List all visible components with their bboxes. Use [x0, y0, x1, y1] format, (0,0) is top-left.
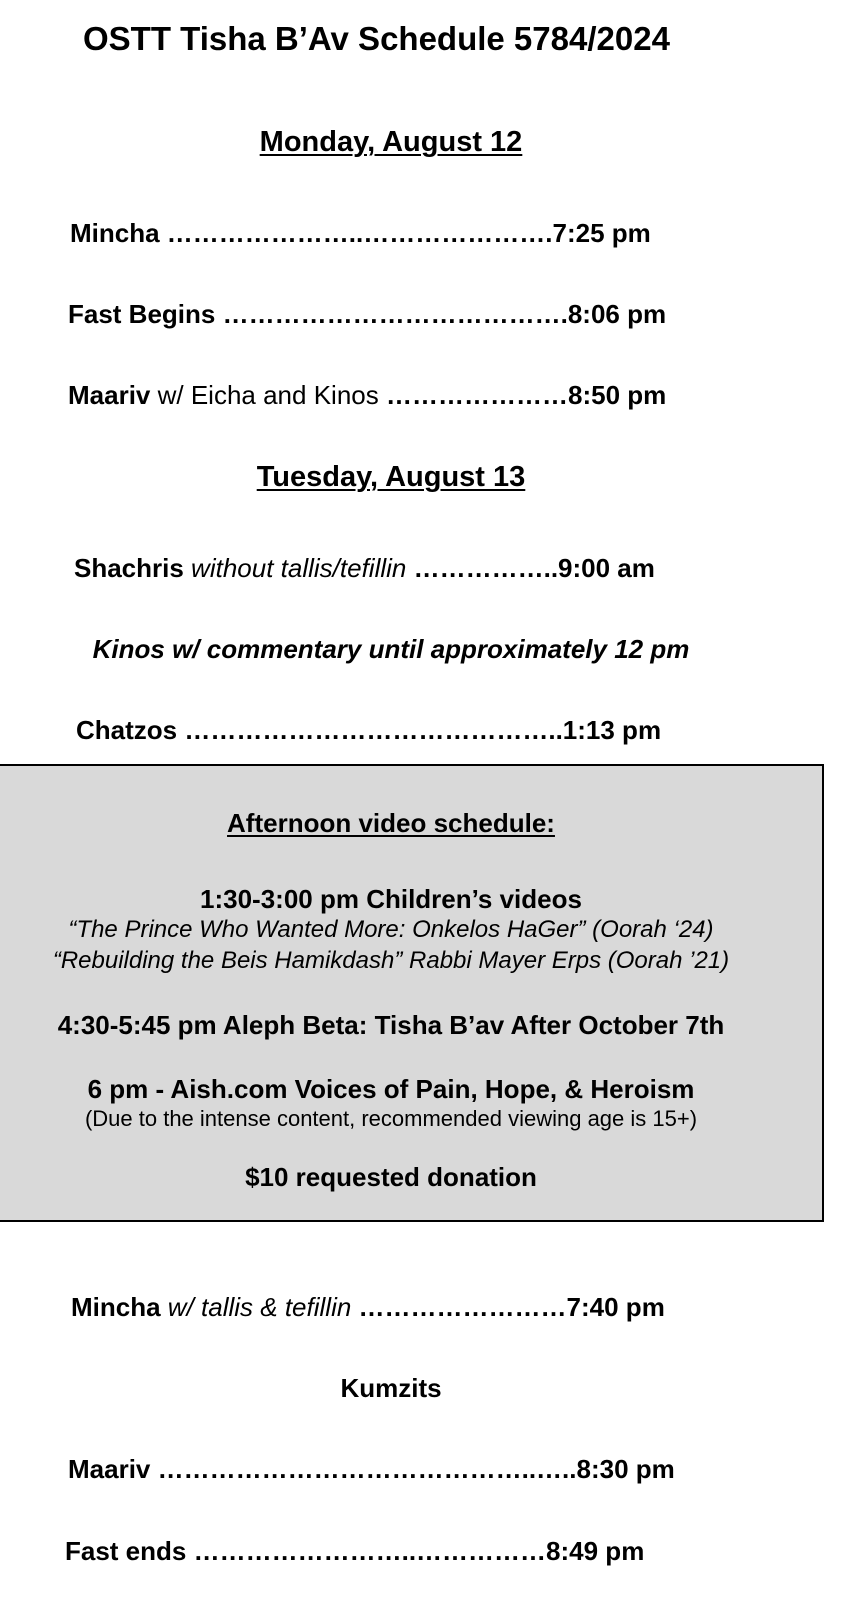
maariv-tuesday-row [68, 1452, 675, 1486]
fast-ends-leader-dots: ……………………..…………… [186, 1536, 547, 1566]
maariv-monday-row [68, 378, 666, 412]
children-video-2: “Rebuilding the Beis Hamikdash” Rabbi Mayer Erps (Oorah ’21) [52, 947, 730, 974]
mincha-tuesday-row [71, 1290, 665, 1324]
chatzos-time: 1:13 pm [562, 715, 662, 745]
fast-ends-label: Fast ends [65, 1536, 187, 1566]
page-title: OSTT Tisha B’Av Schedule 5784/2024 [83, 20, 670, 57]
children-videos-title: 1:30-3:00 pm Children’s videos [200, 884, 582, 914]
fast-ends-time: 8:49 pm [546, 1536, 645, 1566]
maariv-tuesday-leader-dots: ……………………………………..….. [150, 1454, 577, 1484]
donation-note: $10 requested donation [245, 1162, 537, 1192]
maariv-monday-time: 8:50 pm [567, 380, 667, 410]
maariv-monday-leader-dots: ………………… [378, 380, 568, 410]
fast-begins-row [68, 297, 666, 331]
fast-begins-leader-dots: …………………………………. [215, 299, 568, 329]
maariv-monday-extra: w/ Eicha and Kinos [150, 380, 379, 410]
chatzos-leader-dots: …………………………………….. [177, 715, 563, 745]
chatzos-row [76, 713, 661, 747]
kinos-note: Kinos w/ commentary until approximately 12 pm [92, 634, 690, 664]
chatzos-label: Chatzos [76, 715, 178, 745]
aish-age-note: (Due to the intense content, recommended viewing age is 15+) [84, 1106, 698, 1131]
aleph-beta-video: 4:30-5:45 pm Aleph Beta: Tisha B’av After October 7th [57, 1010, 725, 1040]
mincha-leader-dots: …………………..…………………. [159, 218, 553, 248]
maariv-monday-label: Maariv [68, 380, 151, 410]
shachris-time: 9:00 am [558, 553, 655, 583]
fast-ends-row [65, 1534, 644, 1568]
mincha-time: 7:25 pm [552, 218, 651, 248]
mincha-tuesday-time: 7:40 pm [566, 1292, 665, 1322]
shachris-extra: without tallis/tefillin [183, 553, 407, 583]
shachris-leader-dots: …………….. [406, 553, 559, 583]
maariv-tuesday-time: 8:30 pm [576, 1454, 675, 1484]
mincha-label: Mincha [70, 218, 160, 248]
children-video-1: “The Prince Who Wanted More: Onkelos HaGer” (Oorah ‘24) [68, 916, 714, 943]
kumzits-label: Kumzits [340, 1373, 442, 1403]
mincha-row [70, 216, 651, 250]
fast-begins-label: Fast Begins [68, 299, 216, 329]
maariv-tuesday-label: Maariv [68, 1454, 151, 1484]
afternoon-video-box [0, 764, 824, 1222]
fast-begins-time: 8:06 pm [567, 299, 667, 329]
video-schedule-heading: Afternoon video schedule: [227, 808, 555, 838]
tuesday-heading: Tuesday, August 13 [256, 461, 526, 493]
mincha-tuesday-leader-dots: …………………… [351, 1292, 567, 1322]
mincha-tuesday-label: Mincha [71, 1292, 161, 1322]
shachris-label: Shachris [74, 553, 184, 583]
shachris-row [74, 551, 655, 585]
monday-heading: Monday, August 12 [259, 126, 523, 158]
mincha-tuesday-extra: w/ tallis & tefillin [160, 1292, 352, 1322]
aish-video: 6 pm - Aish.com Voices of Pain, Hope, & Heroism [87, 1074, 695, 1104]
